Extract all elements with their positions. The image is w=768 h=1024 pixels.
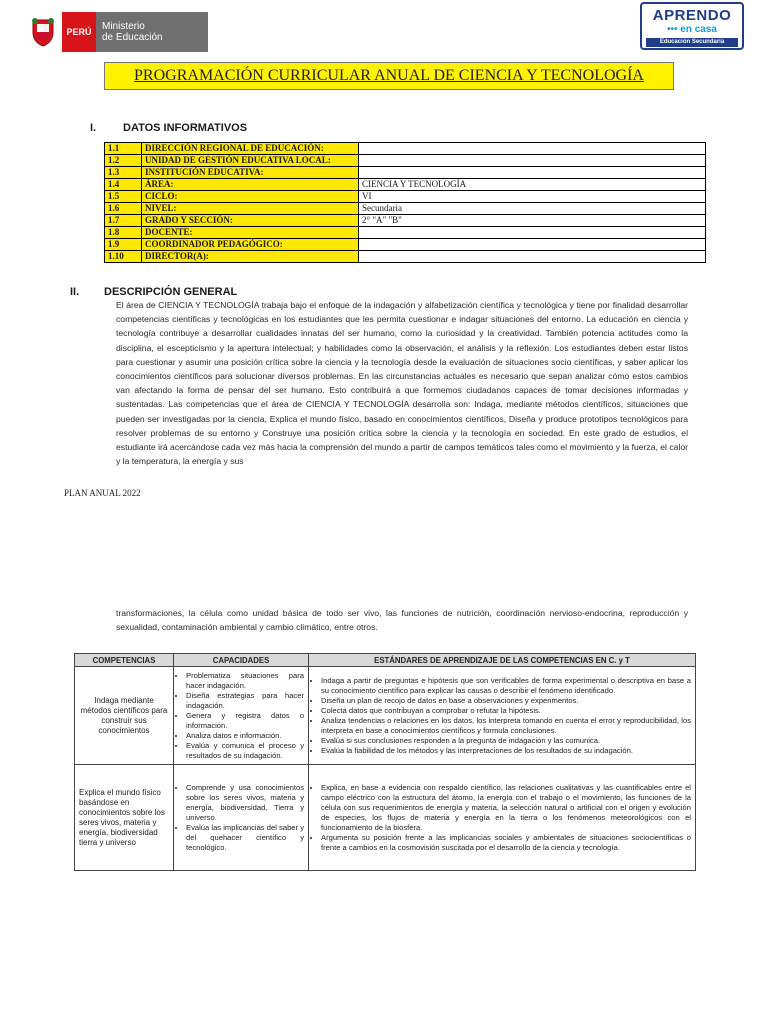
estandares-cell (309, 765, 696, 871)
table-row (105, 191, 706, 203)
row-label: GRADO Y SECCIÓN: (142, 215, 359, 227)
capacidades-cell (174, 765, 309, 871)
row-value (359, 239, 706, 251)
ministry-line-2: de Educación (102, 32, 163, 43)
row-value: 2° "A" "B" (359, 215, 706, 227)
list-item: • Evalúa la fiabilidad de los métodos y las interpretaciones de los resultados de su indagación. (321, 746, 691, 756)
list-item: • Diseña estrategias para hacer indagación. (186, 691, 304, 711)
list-item: • Diseña un plan de recojo de datos en base a observaciones y experimentos. (321, 696, 691, 706)
list-item: • Indaga a partir de preguntas e hipótesis que son verificables de forma experimental o descriptiva en base a su conocimiento científico para explicar las causas o describir el fenómeno identificado. (321, 676, 691, 696)
coat-of-arms-icon (24, 12, 62, 52)
list-item: • Evalúa las implicancias del saber y del quehacer científico y tecnológico. (186, 823, 304, 853)
row-value: VI (359, 191, 706, 203)
peru-label: PERÚ (62, 12, 96, 52)
list-item: • Analiza datos e información. (186, 731, 304, 741)
list-item: • Problematiza situaciones para hacer indagación. (186, 671, 304, 691)
row-label: NIVEL: (142, 203, 359, 215)
description-paragraph-2: transformaciones, la célula como unidad básica de todo ser vivo, las funciones de nutrición, coordinación nervioso-endocrina, reproducción y sexualidad, contaminación ambiental y cambio climático, entre otros. (116, 608, 688, 633)
row-label: DIRECCIÓN REGIONAL DE EDUCACIÓN: (142, 143, 359, 155)
row-number: 1.5 (105, 191, 142, 203)
capacidades-cell (174, 667, 309, 765)
table-row (105, 143, 706, 155)
column-header: COMPETENCIAS (75, 654, 174, 667)
column-header: CAPACIDADES (174, 654, 309, 667)
competencia-cell: Indaga mediante métodos científicos para construir sus conocimientos (75, 667, 174, 765)
table-row (105, 227, 706, 239)
table-row (105, 167, 706, 179)
competencia-cell: Explica el mundo físico basándose en conocimientos sobre los seres vivos, materia y energía, biodiversidad tierra y universo (75, 765, 174, 871)
section-2-number: II. (70, 286, 80, 298)
table-row (105, 179, 706, 191)
row-label: CICLO: (142, 191, 359, 203)
list-item: • Genera y registra datos o información. (186, 711, 304, 731)
list-item: • Evalúa y comunica el proceso y resultados de su indagación. (186, 741, 304, 761)
row-label: COORDINADOR PEDAGÓGICO: (142, 239, 359, 251)
row-number: 1.3 (105, 167, 142, 179)
table-row (75, 765, 696, 871)
plan-anual-label: PLAN ANUAL 2022 (64, 488, 141, 498)
row-value (359, 251, 706, 263)
table-row (75, 667, 696, 765)
list-item: • Comprende y usa conocimientos sobre los seres vivos, materia y energía, biodiversidad, Tierra y universo. (186, 783, 304, 823)
aprendo-subtitle: ••• en casa (667, 24, 717, 35)
document-title: PROGRAMACIÓN CURRICULAR ANUAL DE CIENCIA Y TECNOLOGÍA (104, 62, 674, 90)
row-label: ÁREA: (142, 179, 359, 191)
datos-informativos-table (104, 142, 706, 263)
ministry-label (96, 12, 208, 52)
ministry-line-1: Ministerio (102, 21, 145, 32)
table-row (105, 215, 706, 227)
list-item: • Argumenta su posición frente a las implicancias sociales y ambientales de situaciones sociocientíficas o frente a cambios en la cosmovisión suscitada por el desarrollo de la ciencia y tecnología. (321, 833, 691, 853)
table-row (105, 251, 706, 263)
column-header: ESTÁNDARES DE APRENDIZAJE DE LAS COMPETENCIAS EN C. y T (309, 654, 696, 667)
aprendo-level-banner: Educación Secundaria (646, 38, 738, 47)
row-value: Secundaria (359, 203, 706, 215)
section-2-heading (70, 286, 237, 298)
estandares-cell (309, 667, 696, 765)
row-value (359, 155, 706, 167)
row-value (359, 227, 706, 239)
row-number: 1.6 (105, 203, 142, 215)
row-value (359, 143, 706, 155)
table-row (105, 203, 706, 215)
row-label: INSTITUCIÓN EDUCATIVA: (142, 167, 359, 179)
row-number: 1.8 (105, 227, 142, 239)
aprendo-en-casa-logo (640, 2, 744, 50)
row-number: 1.9 (105, 239, 142, 251)
row-label: UNIDAD DE GESTIÓN EDUCATIVA LOCAL: (142, 155, 359, 167)
minedu-logo (24, 12, 208, 52)
row-number: 1.10 (105, 251, 142, 263)
row-label: DIRECTOR(A): (142, 251, 359, 263)
table-header-row (75, 654, 696, 667)
aprendo-title: APRENDO (652, 7, 732, 24)
row-label: DOCENTE: (142, 227, 359, 239)
table-row (105, 239, 706, 251)
list-item: • Explica, en base a evidencia con respaldo científico, las relaciones cualitativas y las cuantificables entre el campo eléctrico con la estructura del átomo, la energía con el trabajo o el movimiento, las funciones de la célula con sus requerimientos de energía y materia, la selección natural o artificial con el origen y evolución de especies, los flujos de materia y energía en la tierra o los fenómenos meteorológicos con el funcionamiento de la biosfera. (321, 783, 691, 833)
list-item: • Evalúa si sus conclusiones responden a la pregunta de indagación y las comunica. (321, 736, 691, 746)
row-value: CIENCIA Y TECNOLOGÍA (359, 179, 706, 191)
row-number: 1.2 (105, 155, 142, 167)
description-paragraph-1: El área de CIENCIA Y TECNOLOGÍA trabaja bajo el enfoque de la indagación y alfabetización científica y tecnológica y tiene por finalidad desarrollar competencias científicas y tecnológicas en los estudiantes que les permita cuestionar e indagar situaciones del entorno. La educación en ciencia y tecnología contribuye a desarrollar cualidades innatas del ser humano, como la curiosidad y la creatividad. También potencia actitudes como la disciplina, el escepticismo y la apertura intelectual; y habilidades como la observación, el análisis y la reflexión. Los estudiantes deben estar listos para cuestionar y asumir una posición crítica sobre la ciencia y la tecnología desde la evaluación de situaciones socio científicas, y saber aplicar los conocimientos científicos para solucionar diversos problemas. En las circunstancias actuales es necesario que sepan analizar cómo estos cambios van afectando la forma de pensar del ser humano. Esto contribuirá a que formemos ciudadanos capaces de tomar decisiones informadas y sustentadas. Las competencias que el área de CIENCIA Y TECNOLOGÍA desarrolla son: Indaga, mediante métodos científicos, situaciones que pueden ser investigadas por la ciencia, Explica el mundo físico, basado en conocimientos científicos, Diseña y produce prototipos tecnológicos para resolver problemas de su entorno y Construye una posición crítica sobre la ciencia y la tecnología en sociedad. En este grado de estudios, el estudiante irá acercándose cada vez más hacia la comprensión del mundo a partir de campos temáticos tales como el movimiento y la fuerza, el calor y la temperatura, la energía y sus (116, 300, 688, 467)
section-1-title: DATOS INFORMATIVOS (123, 122, 248, 134)
competencias-table (74, 653, 696, 871)
section-1-heading (90, 122, 247, 134)
list-item: • Colecta datos que contribuyan a comprobar o refutar la hipótesis. (321, 706, 691, 716)
section-2-title: DESCRIPCIÓN GENERAL (104, 286, 238, 298)
row-number: 1.7 (105, 215, 142, 227)
table-row (105, 155, 706, 167)
row-value (359, 167, 706, 179)
section-1-number: I. (90, 122, 97, 134)
row-number: 1.1 (105, 143, 142, 155)
row-number: 1.4 (105, 179, 142, 191)
list-item: • Analiza tendencias o relaciones en los datos, los interpreta tomando en cuenta el error y reproducibilidad, los interpreta en base a conocimientos científicos y formula conclusiones. (321, 716, 691, 736)
